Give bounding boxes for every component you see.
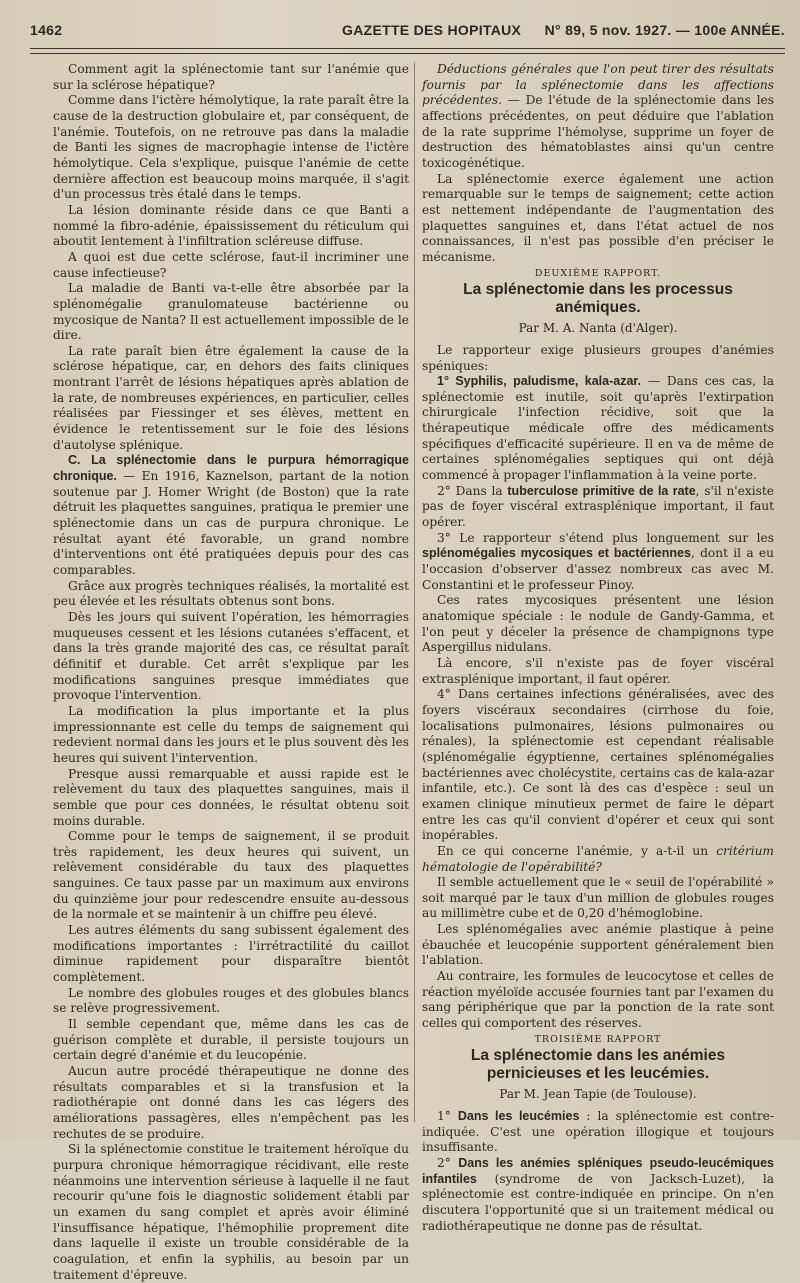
item-text: , s'il n'existe pas de foyer viscéral extrasplénique important, il faut opérer. (422, 483, 774, 530)
item-heading: 1° Syphilis, paludisme, kala-azar. (437, 374, 642, 389)
paragraph: La modification la plus importante et la plus impressionnante est celle du temps de saignement qui redevient normal dans les jours et le plus souvent dès les heures qui suivent l'intervention. (53, 703, 409, 765)
italic-text: critérium hématologie de l'opérabilité? (422, 843, 774, 874)
right-column (422, 62, 774, 1234)
paragraph: Là encore, s'il n'existe pas de foyer viscéral extrasplénique important, il faut opérer. (422, 655, 774, 686)
paragraph: Il semble actuellement que le « seuil de l'opérabilité » soit marqué par le taux d'un million de globules rouges au millimètre cube et de 0,20 d'hémoglobine. (422, 875, 774, 921)
left-column (53, 62, 409, 1283)
journal-title: GAZETTE DES HOPITAUX (342, 22, 522, 38)
paragraph: Comment agit la splénectomie tant sur l'anémie que sur la sclérose hépatique? (53, 62, 409, 92)
paragraph: Le nombre des globules rouges et des globules blancs se relève progressivement. (53, 985, 409, 1016)
report3-kicker: TROISIÈME RAPPORT (534, 1033, 662, 1045)
deductions-lead: Déductions générales que l'on peut tirer des résultats fournis par la splénectomie dans les affections précédentes. (422, 62, 774, 108)
paragraph (422, 844, 774, 875)
paragraph: Les splénomégalies avec anémie plastique à peine ébauchée et leucopénie supportent généralement bien l'ablation. (422, 922, 774, 968)
item-prefix: 1° (437, 1109, 458, 1124)
report2-item-1 (422, 374, 774, 484)
paragraph: Dès les jours qui suivent l'opération, les hémorragies muqueuses cessent et les lésions cutanées s'effacent, et dans la très grande majorité des cas, ce résultat paraît définitif et durable. Cet arrêt s'explique par les modifications sanguines presque immédiates que provoque l'intervention. (53, 609, 409, 703)
column-divider (414, 62, 415, 1122)
paragraph: Grâce aux progrès techniques réalisés, la mortalité est peu élevée et les résultats obtenus sont bons. (53, 578, 409, 609)
item-text: — Dans ces cas, la splénectomie est inutile, soit qu'après l'extirpation chirurgicale l'infection récidive, soit que la thérapeutique médicale offre des médicaments spécifiques d'efficacité supérieure. Il en va de même de certaines splénomégalies septiques qui ont déjà commencé à propager l'inflammation à la veine porte. (422, 374, 774, 483)
report2-item-2 (422, 484, 774, 531)
paragraph: Aucun autre procédé thérapeutique ne donne des résultats comparables et si la transfusion et la radiothérapie ont donné dans les cas légers des améliorations passagères, elles n'empêchent pas les rechutes de se produire. (53, 1064, 409, 1141)
item-prefix: 2° Dans la (437, 483, 508, 498)
paragraph: Si la splénectomie constitue le traitement héroïque du purpura chronique hémorragique récidivant, elle reste néanmoins une intervention sérieuse à laquelle il ne faut recourir qu'une fois le diagnostic solidement établi par un examen du sang complet et après avoir éliminé l'insuffisance hépatique, l'hémophilie proprement dite dans laquelle il existe un trouble considérable de la coagulation, et enfin la syphilis, au besoin par un traitement d'épreuve. (53, 1142, 409, 1282)
report3-item-2 (422, 1156, 774, 1234)
paragraph: A quoi est due cette sclérose, faut-il incriminer une cause infectieuse? (53, 249, 409, 280)
item-prefix: 2° (437, 1156, 459, 1170)
paragraph: Comme dans l'ictère hémolytique, la rate paraît être la cause de la destruction globulaire et, par conséquent, de l'anémie. Toutefois, on ne retrouve pas dans la maladie de Banti les signes de macrophagie intense de l'ictère hémolytique. Cela s'explique, puisque l'anémie de cette dernière affection est beaucoup moins marquée, il s'agit d'un processus très étalé dans le temps. (53, 93, 409, 202)
report2-kicker: DEUXIÈME RAPPORT. (534, 267, 662, 279)
item-text: , dont il a eu l'occasion d'observer d'assez nombreux cas avec M. Constantini et le professeur Pinoy. (422, 546, 774, 592)
item-prefix: 3° Le rapporteur s'étend plus longuement sur les (437, 530, 774, 545)
section-c-text: — En 1916, Kaznelson, partant de la notion soutenue par J. Homer Wright (de Boston) que la rate détruit les plaquettes sanguines, pratiqua le premier une splénectomie dans un cas de purpura chronique. Le résultat ayant été favorable, un grand nombre d'interventions ont été pratiquées depuis pour des cas comparables. (53, 469, 409, 577)
item-heading: tuberculose primitive de la rate (507, 483, 696, 498)
item-text: : la splénectomie est contre-indiquée. C'est une opération illogique et toujours insuffisante. (422, 1109, 774, 1155)
report3-byline: Par M. Jean Tapie (de Toulouse). (499, 1087, 697, 1102)
deductions-text: — De l'étude de la splénectomie dans les affections précédentes, on peut déduire que l'ablation de la rate supprime l'hémolyse, supprime un foyer de destruction des hématoblastes ainsi qu'un centre toxicogénétique. (422, 93, 774, 170)
paragraph: Il semble cependant que, même dans les cas de guérison complète et durable, il persiste toujours un certain degré d'anémie et du leucopénie. (53, 1017, 409, 1063)
paragraph: La rate paraît bien être également la cause de la sclérose hépatique, car, en dehors des faits cliniques montrant l'arrêt de lésions hépatiques après ablation de la rate, de nombreuses expériences, en particulier, celles réalisées par Fiessinger et ses élèves, mettent en évidence le retentissement sur le foie des lésions d'autolyse splénique. (53, 343, 409, 452)
report3-title: La splénectomie dans les anémies pernicieuses et les leucémies. (470, 1047, 726, 1083)
item-text: (syndrome de von Jacksch-Luzet), la splénectomie est contre-indiquée en principe. On n'en discutera l'opportunité que si un traitement médical ou radiothérapeutique ne donne pas de résultat. (422, 1171, 774, 1233)
item-heading: Dans les leucémies (457, 1109, 580, 1124)
report3-item-1 (422, 1109, 774, 1156)
paragraph: Le rapporteur exige plusieurs groupes d'anémies spéniques: (422, 342, 774, 373)
section-c-paragraph (53, 453, 409, 578)
report2-title: La splénectomie dans les processus anémiques. (463, 281, 733, 317)
deductions-paragraph (422, 62, 774, 172)
paragraph: La splénectomie exerce également une action remarquable sur le temps de saignement; cette action est nettement indépendante de l'augmentation des plaquettes sanguines et, dans l'état actuel de nos connaissances, il n'est pas possible d'en préciser le mécanisme. (422, 171, 774, 264)
page-header (30, 22, 785, 44)
item-heading: Dans les anémies spléniques pseudo-leucémiques infantiles (422, 1156, 774, 1186)
paragraph: Au contraire, les formules de leucocytose et celles de réaction myéloïde accusée fournies tant par l'examen du sang périphérique que par la ponction de la rate sont celles qui comportent des réserves. (422, 969, 774, 1031)
issue-info: N° 89, 5 nov. 1927. — 100e ANNÉE. (544, 22, 785, 38)
item-heading: splénomégalies mycosiques et bactériennes (422, 546, 691, 561)
paragraph: La lésion dominante réside dans ce que Banti a nommé la fibro-adénie, épaississement du réticulum qui aboutit lentement à l'infiltration scléreuse diffuse. (53, 202, 409, 249)
paragraph: La maladie de Banti va-t-elle être absorbée par la splénomégalie granulomateuse bactérienne ou mycosique de Nanta? Il est actuellement impossible de le dire. (53, 281, 409, 343)
paragraph: Presque aussi remarquable et aussi rapide est le relèvement du taux des plaquettes sanguines, mais il semble que pour ces données, le résultat obtenu soit moins durable. (53, 766, 409, 828)
header-rule (30, 48, 785, 49)
text: En ce qui concerne l'anémie, y a-t-il un (437, 843, 717, 858)
header-rule-thin (30, 53, 785, 54)
paragraph: Comme pour le temps de saignement, il se produit très rapidement, les deux heures qui suivent, un relèvement considérable du taux des plaquettes sanguines. Ce taux passe par un maximum aux environs du quinzième jour pour redescendre ensuite au-dessous de la normale et se maintenir à un chiffre peu élevé. (53, 829, 409, 922)
page-number: 1462 (30, 22, 63, 38)
report2-item-3 (422, 531, 774, 594)
report2-byline: Par M. A. Nanta (d'Alger). (518, 321, 678, 336)
section-c-heading: C. La splénectomie dans le purpura hémorragique chronique. (53, 453, 409, 484)
paragraph: 4° Dans certaines infections généralisées, avec des foyers viscéraux secondaires (cirrhose du foie, localisations pulmonaires, lésions pulmonaires ou rénales), la splénectomie est cependant réalisable (splénomégalie égyptienne, certaines splénomégalies bactériennes avec cholécystite, certains cas de kala-azar infantile, etc.). Ce sont là des cas d'espèce : seul un examen clinique minutieux permet de faire le départ entre les cas qu'il convient d'opérer et ceux qui sont inopérables. (422, 687, 774, 843)
paragraph: Les autres éléments du sang subissent également des modifications importantes : l'irrétractilité du caillot diminue rapidement pour disparaître bientôt complètement. (53, 923, 409, 985)
paragraph: Ces rates mycosiques présentent une lésion anatomique spéciale : le nodule de Gandy-Gamma, et l'on peut y déceler la présence de champignons type Aspergillus nidulans. (422, 593, 774, 655)
